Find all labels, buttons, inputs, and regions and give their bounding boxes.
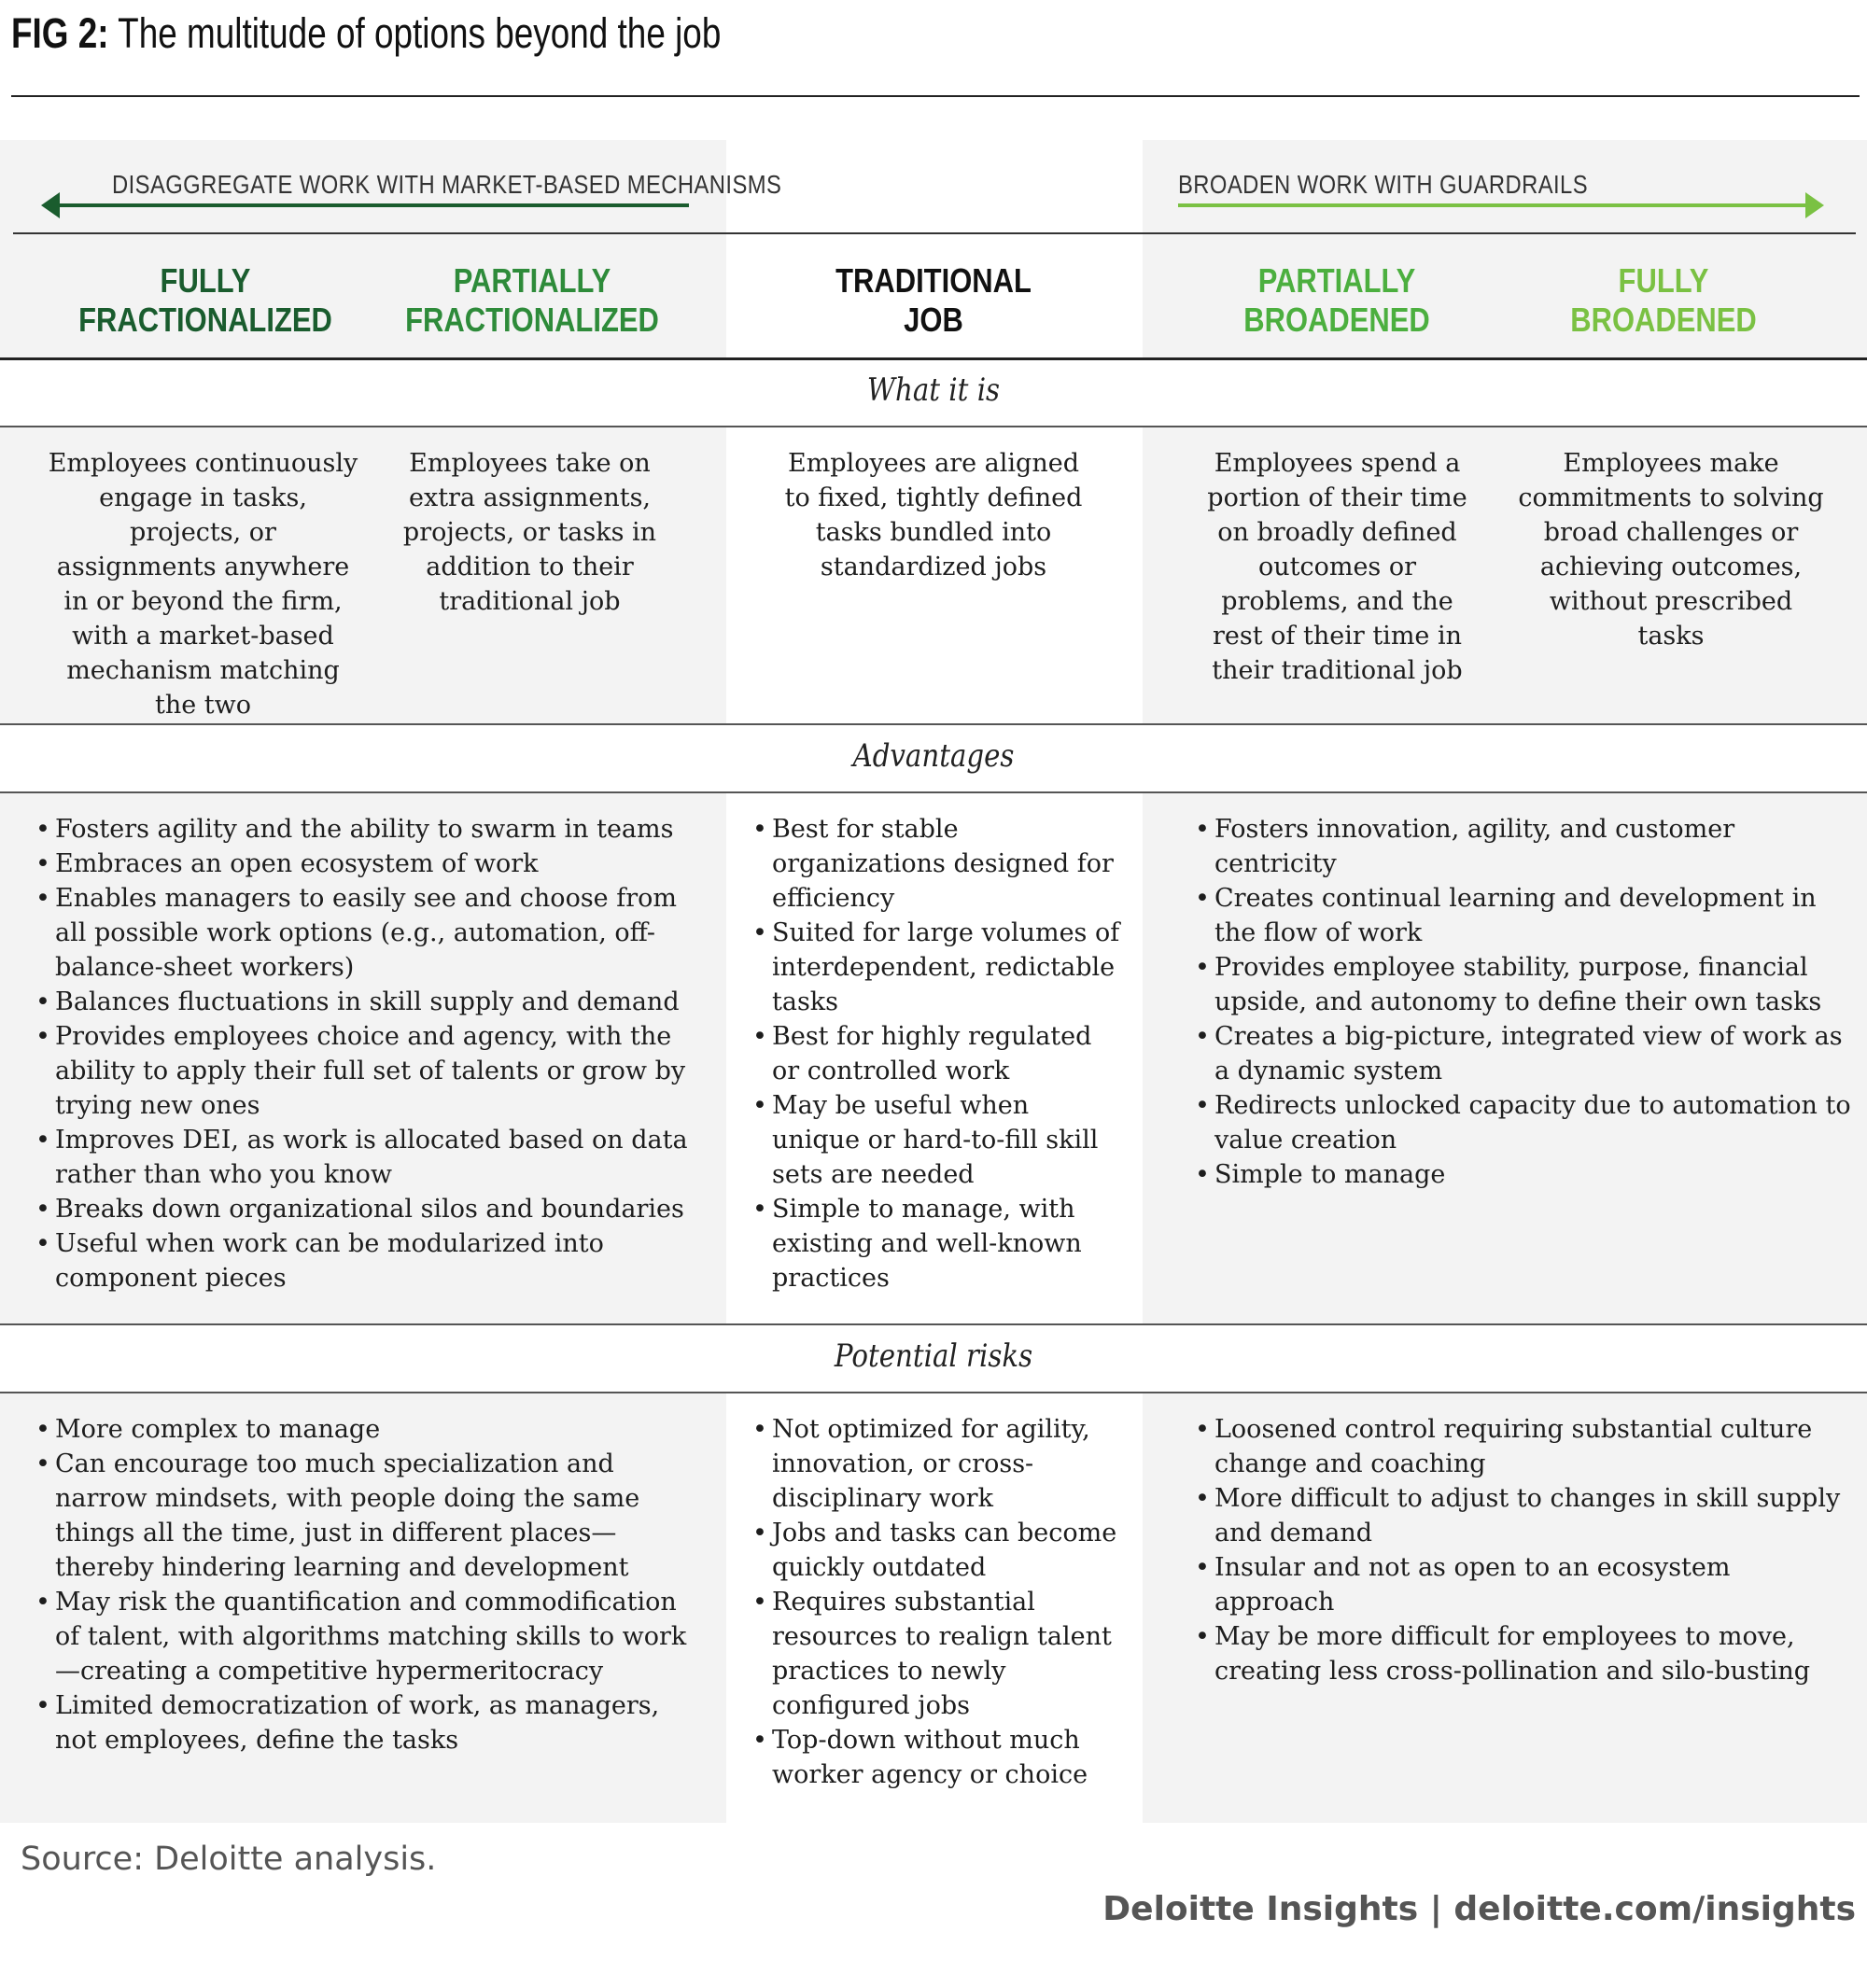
list-item: • Redirects unlocked capacity due to automation to value creation [1195,1088,1853,1157]
col-traditional-job-line2: JOB [904,301,963,339]
header-divider [0,357,1867,360]
what-partially-fractionalized: Employees take on extra assignments, projects, or tasks in addition to their traditional job [402,449,657,616]
col-partially-fractionalized [387,261,677,340]
risks-broadened-list [1195,1412,1853,1688]
divider [0,1392,1867,1393]
left-arrow-icon [41,192,689,218]
direction-arrows [0,182,1867,229]
right-arrow-label: BROADEN WORK WITH GUARDRAILS [1178,170,1589,199]
col-fully-fractionalized [61,261,350,340]
list-item: • Useful when work can be modularized into component pieces [35,1226,698,1295]
list-item: • Creates continual learning and development in the flow of work [1195,881,1853,950]
list-item: • Best for stable organizations designed for efficiency [752,812,1121,916]
divider [0,723,1867,725]
list-item: • More difficult to adjust to changes in skill supply and demand [1195,1481,1853,1550]
list-item: • Provides employees choice and agency, with the ability to apply their full set of talents or grow by trying new ones [35,1019,698,1123]
col-traditional-job-line1: TRADITIONAL [835,261,1032,300]
what-traditional-job: Employees are aligned to fixed, tightly defined tasks bundled into standardized jobs [784,449,1083,581]
advantages-broadened-list [1195,812,1853,1192]
list-item: • Creates a big-picture, integrated view of work as a dynamic system [1195,1019,1853,1088]
section-advantages: Advantages [852,737,1015,775]
divider [0,426,1867,427]
list-item: • Not optimized for agility, innovation, or cross-disciplinary work [752,1412,1121,1516]
list-item: • Top-down without much worker agency or choice [752,1723,1121,1792]
list-item: • Fosters innovation, agility, and customer centricity [1195,812,1853,881]
advantages-traditional-list [752,812,1121,1295]
col-traditional-job [789,261,1078,340]
section-potential-risks: Potential risks [834,1337,1033,1375]
list-item: • Limited democratization of work, as managers, not employees, define the tasks [35,1688,698,1757]
list-item: • Insular and not as open to an ecosystem approach [1195,1550,1853,1619]
col-fully-fractionalized-line2: FRACTIONALIZED [78,301,332,339]
left-arrow-label: DISAGGREGATE WORK WITH MARKET-BASED MECHANISMS [112,170,782,199]
list-item: • Jobs and tasks can become quickly outdated [752,1516,1121,1585]
list-item: • Simple to manage [1195,1157,1853,1192]
what-fully-fractionalized: Employees continuously engage in tasks, projects, or assignments anywhere in or beyond the firm, with a market-based mechanism matching the two [48,449,358,720]
source-note: Source: Deloitte analysis. [21,1841,437,1878]
list-item: • Improves DEI, as work is allocated based on data rather than who you know [35,1123,698,1192]
col-partially-broadened-line2: BROADENED [1243,301,1430,339]
list-item: • Breaks down organizational silos and boundaries [35,1192,698,1226]
footer-credit: Deloitte Insights | deloitte.com/insights [1102,1890,1856,1928]
list-item: • More complex to manage [35,1412,698,1447]
list-item: • Can encourage too much specialization and narrow mindsets, with people doing the same things all the time, just in different places—thereby hindering learning and development [35,1447,698,1585]
list-item: • May risk the quantification and commodification of talent, with algorithms matching skills to work—creating a competitive hypermeritocracy [35,1585,698,1688]
risks-fractionalized-list [35,1412,698,1757]
col-partially-broadened [1192,261,1481,340]
col-partially-broadened-line1: PARTIALLY [1257,261,1416,300]
list-item: • May be useful when unique or hard-to-fill skill sets are needed [752,1088,1121,1192]
what-partially-broadened: Employees spend a portion of their time on broadly defined outcomes or problems, and the rest of their time in their traditional job [1207,449,1467,685]
col-fully-fractionalized-line1: FULLY [160,261,251,300]
col-fully-broadened-line2: BROADENED [1570,301,1757,339]
list-item: • Suited for large volumes of interdependent, redictable tasks [752,916,1121,1019]
risks-traditional-list [752,1412,1121,1792]
list-item: • Loosened control requiring substantial culture change and coaching [1195,1412,1853,1481]
title-divider [11,95,1860,97]
figure-title-text: The multitude of options beyond the job [118,9,722,57]
list-item: • Embraces an open ecosystem of work [35,847,698,881]
list-item: • Provides employee stability, purpose, financial upside, and autonomy to define their own tasks [1195,950,1853,1019]
list-item: • Balances fluctuations in skill supply and demand [35,985,698,1019]
list-item: • Fosters agility and the ability to swarm in teams [35,812,698,847]
divider [0,791,1867,793]
list-item: • Simple to manage, with existing and well-known practices [752,1192,1121,1295]
list-item: • Best for highly regulated or controlled work [752,1019,1121,1088]
figure-title-prefix: FIG 2: [11,9,109,57]
what-fully-broadened: Employees make commitments to solving broad challenges or achieving outcomes, without prescribed tasks [1518,449,1824,651]
figure-title [11,9,721,58]
list-item: • Enables managers to easily see and choose from all possible work options (e.g., automation, off-balance-sheet workers) [35,881,698,985]
right-arrow-icon [1178,192,1824,218]
list-item: • Requires substantial resources to realign talent practices to newly configured jobs [752,1585,1121,1723]
advantages-fractionalized-list [35,812,698,1295]
col-fully-broadened [1519,261,1808,340]
divider [0,1323,1867,1325]
col-partially-fractionalized-line2: FRACTIONALIZED [405,301,659,339]
arrow-divider [13,232,1856,234]
list-item: • May be more difficult for employees to move, creating less cross-pollination and silo-busting [1195,1619,1853,1688]
col-partially-fractionalized-line1: PARTIALLY [453,261,611,300]
section-what-it-is: What it is [866,371,1001,409]
col-fully-broadened-line1: FULLY [1618,261,1709,300]
